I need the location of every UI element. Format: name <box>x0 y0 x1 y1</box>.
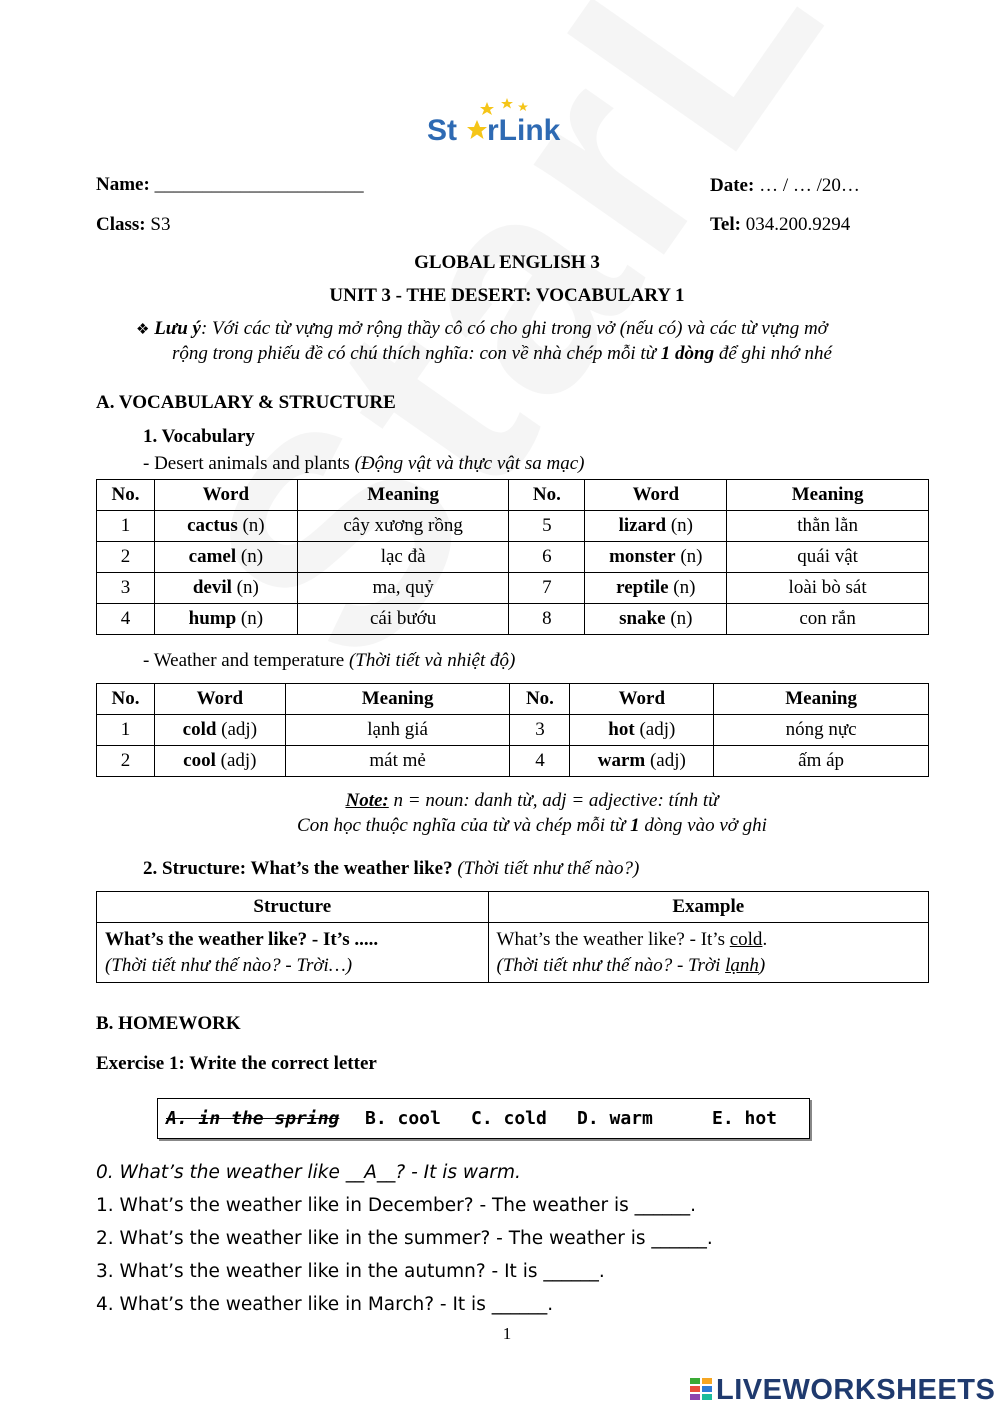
col-header-word: Word <box>154 684 285 715</box>
cell-word <box>154 604 297 635</box>
part-of-speech: (adj) <box>216 719 258 740</box>
part-of-speech: (adj) <box>634 719 676 740</box>
part-of-speech: (n) <box>675 546 703 567</box>
option-e: E. hot <box>712 1108 778 1129</box>
cell-no: 4 <box>510 746 570 777</box>
cell-word <box>154 746 285 777</box>
table-row <box>97 604 929 635</box>
option-d: D. warm <box>577 1108 653 1129</box>
structure-title: 2. Structure: What’s the weather like? (Thời tiết như thế nào?) <box>143 858 640 879</box>
name-field: Name: ______________________ <box>96 174 364 195</box>
page-number: 1 <box>502 1324 512 1343</box>
exercise1-title: Exercise 1: Write the correct letter <box>96 1053 377 1074</box>
cell-meaning: mát mẻ <box>285 746 510 777</box>
cell-meaning: nóng nực <box>714 715 929 746</box>
cell-word <box>585 542 727 573</box>
cell-no: 6 <box>509 542 585 573</box>
name-blank: ______________________ <box>154 174 364 195</box>
cell-word <box>585 511 727 542</box>
part-of-speech: (n) <box>236 546 264 567</box>
word-bank-box <box>157 1098 810 1139</box>
cell-no: 4 <box>97 604 155 635</box>
date-value: … / … /20… <box>759 175 860 196</box>
cell-word <box>570 746 714 777</box>
col-header-no: No. <box>509 480 585 511</box>
table-row <box>97 542 929 573</box>
vocab-word: cactus <box>187 515 238 536</box>
table-row <box>97 746 929 777</box>
note-abbrev: Note: n = noun: danh từ, adj = adjective: tính từ <box>345 790 719 811</box>
cell-word <box>570 715 714 746</box>
cell-no: 3 <box>510 715 570 746</box>
col-header-no: No. <box>97 480 155 511</box>
cell-meaning: ấm áp <box>714 746 929 777</box>
course-title: GLOBAL ENGLISH 3 <box>414 252 600 273</box>
table-row <box>97 715 929 746</box>
vocab-word: warm <box>597 750 646 771</box>
cell-meaning: con rắn <box>727 604 929 635</box>
vocab-word: lizard <box>618 515 667 536</box>
cell-no: 1 <box>97 511 155 542</box>
cell-word <box>585 604 727 635</box>
starlink-logo <box>425 96 595 148</box>
diamond-bullet-icon: ❖ <box>136 322 150 338</box>
group1-label: - Desert animals and plants (Động vật và thực vật sa mạc) <box>143 453 585 474</box>
cell-word <box>154 511 297 542</box>
svg-text:rLink: rLink <box>487 114 561 147</box>
vocab-word: reptile <box>616 577 669 598</box>
col-header-example: Example <box>488 892 928 923</box>
part-of-speech: (n) <box>231 577 259 598</box>
col-header-no: No. <box>510 684 570 715</box>
part-of-speech: (n) <box>668 577 696 598</box>
question-1[interactable]: 1. What’s the weather like in December? - The weather is ______. <box>96 1195 697 1216</box>
cell-no: 1 <box>97 715 155 746</box>
structure-cell: What’s the weather like? - It’s ..... (Thời tiết như thế nào? - Trời…) <box>97 923 489 983</box>
note-top-line2: rộng trong phiếu đề có chú thích nghĩa: con về nhà chép mỗi từ 1 dòng để ghi nhớ nhé <box>172 343 832 364</box>
unit-title: UNIT 3 - THE DESERT: VOCABULARY 1 <box>329 285 685 306</box>
cell-meaning: ma, quỷ <box>297 573 509 604</box>
cell-word <box>154 573 297 604</box>
vocab-table-weather <box>96 683 929 777</box>
cell-no: 7 <box>509 573 585 604</box>
section-b-title: B. HOMEWORK <box>96 1013 241 1034</box>
tel-value: 034.200.9294 <box>745 214 851 235</box>
col-header-structure: Structure <box>97 892 489 923</box>
cell-meaning: thằn lằn <box>727 511 929 542</box>
class-value: S3 <box>150 214 171 235</box>
vocab-word: devil <box>192 577 232 598</box>
section-a-title: A. VOCABULARY & STRUCTURE <box>96 392 396 413</box>
tel-field: Tel: 034.200.9294 <box>710 214 851 235</box>
table-row <box>97 573 929 604</box>
cell-meaning: loài bò sát <box>727 573 929 604</box>
vocab-word: hot <box>608 719 635 740</box>
liveworksheets-text: LIVEWORKSHEETS <box>716 1374 996 1406</box>
option-a: A. in the spring <box>166 1108 340 1129</box>
part-of-speech: (n) <box>236 608 264 629</box>
part-of-speech: (n) <box>665 608 693 629</box>
col-header-meaning: Meaning <box>727 480 929 511</box>
liveworksheets-logo-icon <box>690 1378 712 1404</box>
cell-no: 5 <box>509 511 585 542</box>
col-header-no: No. <box>97 684 155 715</box>
svg-text:St: St <box>427 114 457 147</box>
vocab-table-animals <box>96 479 929 635</box>
cell-no: 2 <box>97 542 155 573</box>
cell-word <box>154 715 285 746</box>
cell-word <box>585 573 727 604</box>
vocab-word: snake <box>619 608 666 629</box>
example-question: 0. What’s the weather like __A__? - It is warm. <box>96 1162 521 1183</box>
logo-stars-icon <box>425 96 595 148</box>
vocab-word: hump <box>188 608 237 629</box>
col-header-word: Word <box>154 480 297 511</box>
vocab-word: camel <box>188 546 237 567</box>
note-top-line1: ❖ Lưu ý: Với các từ vựng mở rộng thầy cô có cho ghi trong vở (nếu có) và các từ vựng mở <box>136 318 828 339</box>
note-learn: Con học thuộc nghĩa của từ và chép mỗi từ 1 dòng vào vở ghi <box>297 815 767 836</box>
question-4[interactable]: 4. What’s the weather like in March? - It is ______. <box>96 1294 554 1315</box>
cell-no: 2 <box>97 746 155 777</box>
example-cell: What’s the weather like? - It’s cold. (Thời tiết như thế nào? - Trời lạnh) <box>488 923 928 983</box>
cell-word <box>154 542 297 573</box>
cell-meaning: quái vật <box>727 542 929 573</box>
col-header-word: Word <box>585 480 727 511</box>
col-header-meaning: Meaning <box>297 480 509 511</box>
option-c: C. cold <box>471 1108 547 1129</box>
date-field: Date: … / … /20… <box>710 175 860 196</box>
class-field: Class: S3 <box>96 214 171 235</box>
question-2[interactable]: 2. What’s the weather like in the summer? - The weather is ______. <box>96 1228 713 1249</box>
cell-no: 3 <box>97 573 155 604</box>
col-header-meaning: Meaning <box>285 684 510 715</box>
cell-meaning: lạc đà <box>297 542 509 573</box>
table-row <box>97 511 929 542</box>
cell-meaning: cây xương rồng <box>297 511 509 542</box>
vocab-title: 1. Vocabulary <box>143 426 255 447</box>
structure-table <box>96 891 929 983</box>
col-header-meaning: Meaning <box>714 684 929 715</box>
vocab-word: monster <box>609 546 676 567</box>
part-of-speech: (n) <box>237 515 265 536</box>
group2-label: - Weather and temperature (Thời tiết và nhiệt độ) <box>143 650 516 671</box>
col-header-word: Word <box>570 684 714 715</box>
part-of-speech: (n) <box>666 515 693 536</box>
cell-no: 8 <box>509 604 585 635</box>
vocab-word: cold <box>182 719 217 740</box>
part-of-speech: (adj) <box>645 750 686 771</box>
vocab-word: cool <box>183 750 216 771</box>
question-3[interactable]: 3. What’s the weather like in the autumn? - It is ______. <box>96 1261 605 1282</box>
cell-meaning: lạnh giá <box>285 715 510 746</box>
cell-meaning: cái bướu <box>297 604 509 635</box>
option-b: B. cool <box>365 1108 441 1129</box>
part-of-speech: (adj) <box>215 750 257 771</box>
